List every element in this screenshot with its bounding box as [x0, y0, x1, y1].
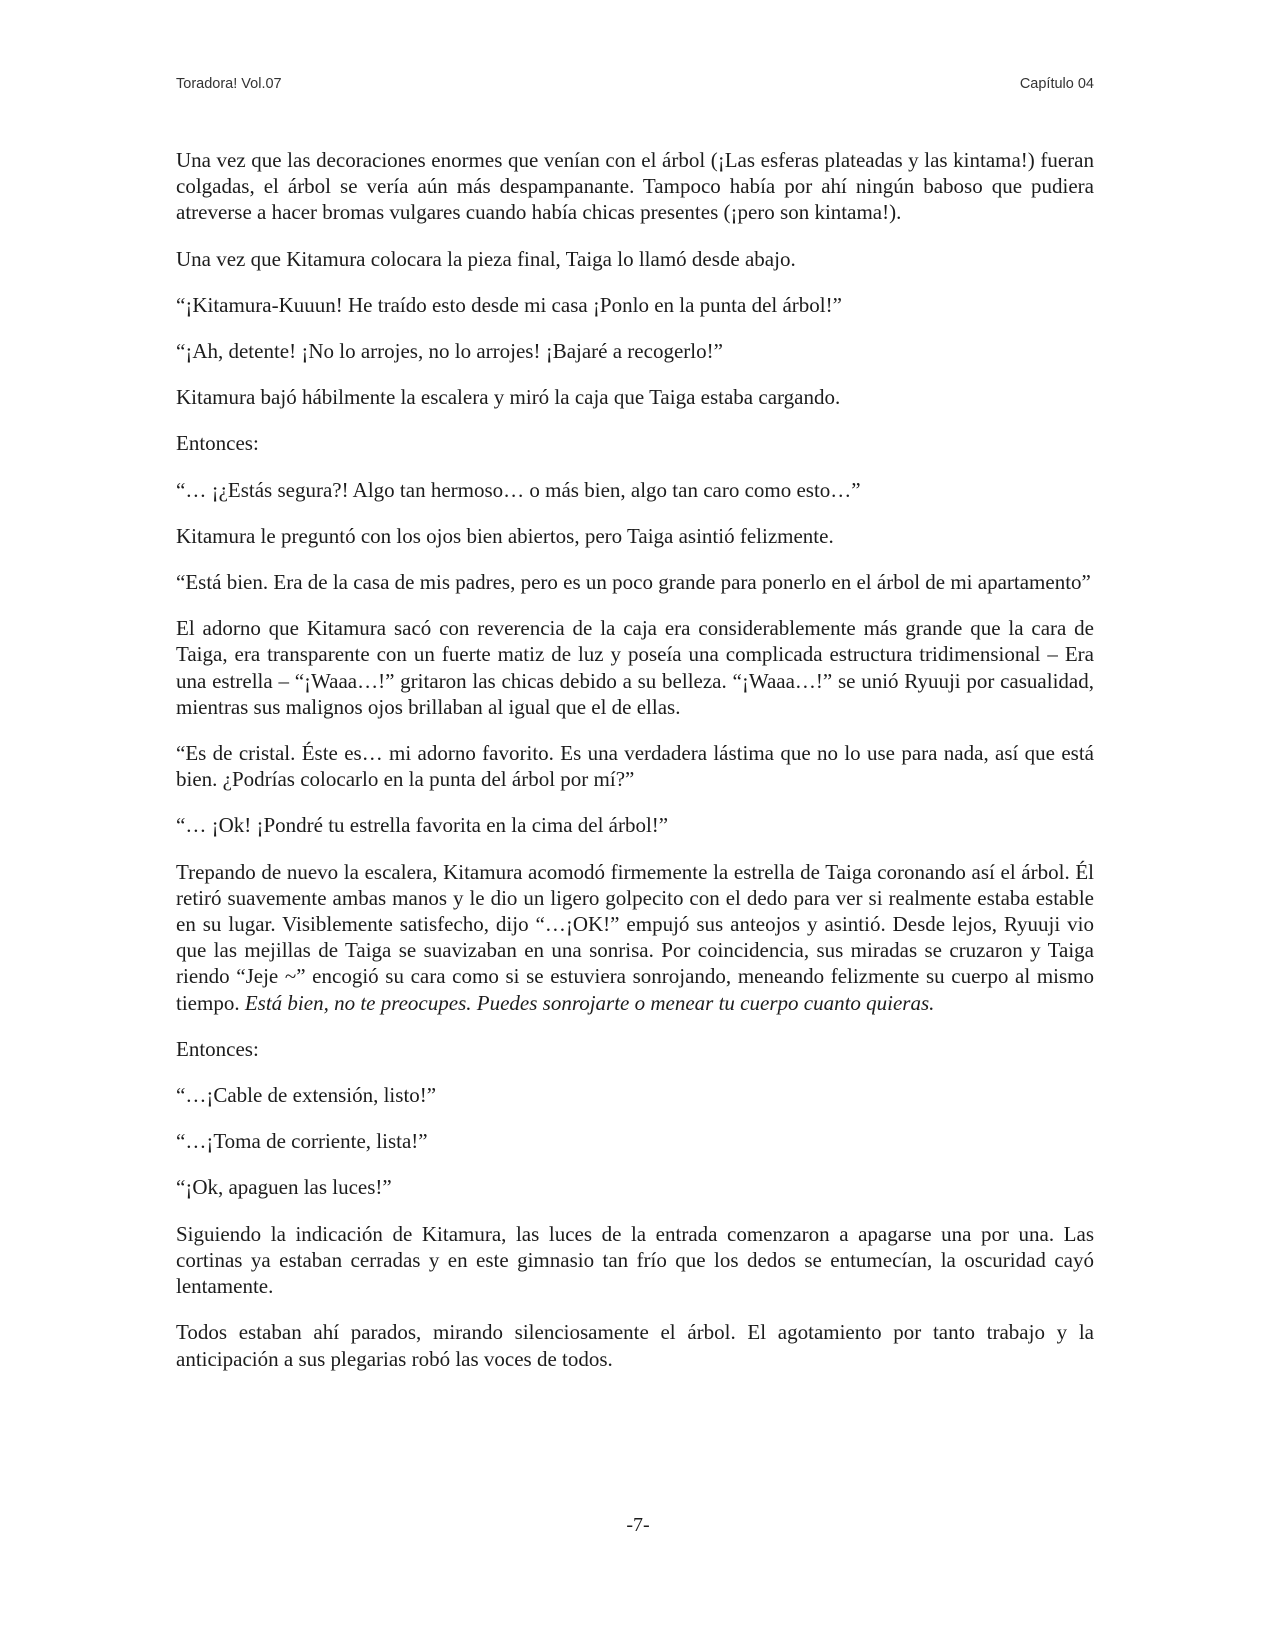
paragraph: Entonces:: [176, 431, 259, 456]
dialogue-line: “…¡Cable de extensión, listo!”: [176, 1083, 437, 1108]
dialogue-line: “…¡Toma de corriente, lista!”: [176, 1129, 428, 1154]
paragraph-star: [176, 859, 1094, 1016]
dialogue-line: “¡Ok, apaguen las luces!”: [176, 1175, 392, 1200]
dialogue-line: “Está bien. Era de la casa de mis padres, pero es un poco grande para ponerlo en el árbol de mi apartamento”: [176, 570, 1091, 595]
paragraph-star-italic: Está bien, no te preocupes. Puedes sonrojarte o menear tu cuerpo cuanto quieras.: [244, 990, 935, 1015]
dialogue-line: “Es de cristal. Éste es… mi adorno favorito. Es una verdadera lástima que no lo use para nada, así que está bien. ¿Podrías colocarlo en la punta del árbol por mí?”: [176, 741, 1094, 792]
paragraph: Entonces:: [176, 1036, 259, 1061]
paragraph: El adorno que Kitamura sacó con reverencia de la caja era considerablemente más grande que la cara de Taiga, era transparente con un fuerte matiz de luz y poseía una complicada estructura tridimensional – Era una estrella – “¡Waaa…!” gritaron las chicas debido a su belleza. “¡Waaa…!” se unió Ryuuji por casualidad, mientras sus malignos ojos brillaban al igual que el de ellas.: [176, 616, 1094, 719]
page-number: -7-: [626, 1514, 650, 1536]
paragraph: Todos estaban ahí parados, mirando silenciosamente el árbol. El agotamiento por tanto trabajo y la anticipación a sus plegarias robó las voces de todos.: [176, 1320, 1094, 1371]
paragraph-star-text: Trepando de nuevo la escalera, Kitamura acomodó firmemente la estrella de Taiga coronando así el árbol. Él retiró suavemente ambas manos y le dio un ligero golpecito con el dedo para ver si realmente estaba estable en su lugar. Visiblemente satisfecho, dijo “…¡OK!” empujó sus anteojos y asintió. Desde lejos, Ryuuji vio que las mejillas de Taiga se suavizaban en una sonrisa. Por coincidencia, sus miradas se cruzaron y Taiga riendo “Jeje ~” encogió su cara como si se estuviera sonrojando, meneando felizmente su cuerpo al mismo tiempo.: [176, 859, 1094, 1015]
paragraph: Siguiendo la indicación de Kitamura, las luces de la entrada comenzaron a apagarse una por una. Las cortinas ya estaban cerradas y en este gimnasio tan frío que los dedos se entumecían, la oscuridad cayó lentamente.: [176, 1221, 1094, 1299]
dialogue-line: “… ¡¿Estás segura?! Algo tan hermoso… o más bien, algo tan caro como esto…”: [176, 477, 861, 502]
paragraph: Una vez que Kitamura colocara la pieza final, Taiga lo llamó desde abajo.: [176, 246, 796, 271]
dialogue-line: “¡Ah, detente! ¡No lo arrojes, no lo arrojes! ¡Bajaré a recogerlo!”: [176, 339, 723, 364]
running-header: [176, 76, 1094, 92]
dialogue-line: “… ¡Ok! ¡Pondré tu estrella favorita en la cima del árbol!”: [176, 813, 669, 838]
header-chapter: Capítulo 04: [1019, 76, 1094, 92]
paragraph: Kitamura bajó hábilmente la escalera y miró la caja que Taiga estaba cargando.: [176, 385, 841, 410]
header-book-title: Toradora! Vol.07: [176, 76, 282, 92]
dialogue-line: “¡Kitamura-Kuuun! He traído esto desde mi casa ¡Ponlo en la punta del árbol!”: [176, 292, 842, 317]
paragraph: Kitamura le preguntó con los ojos bien abiertos, pero Taiga asintió felizmente.: [176, 523, 834, 548]
body-text: [176, 147, 1094, 1392]
paragraph: Una vez que las decoraciones enormes que venían con el árbol (¡Las esferas plateadas y las kintama!) fueran colgadas, el árbol se vería aún más despampanante. Tampoco había por ahí ningún baboso que pudiera atreverse a hacer bromas vulgares cuando había chicas presentes (¡pero son kintama!).: [176, 148, 1094, 225]
